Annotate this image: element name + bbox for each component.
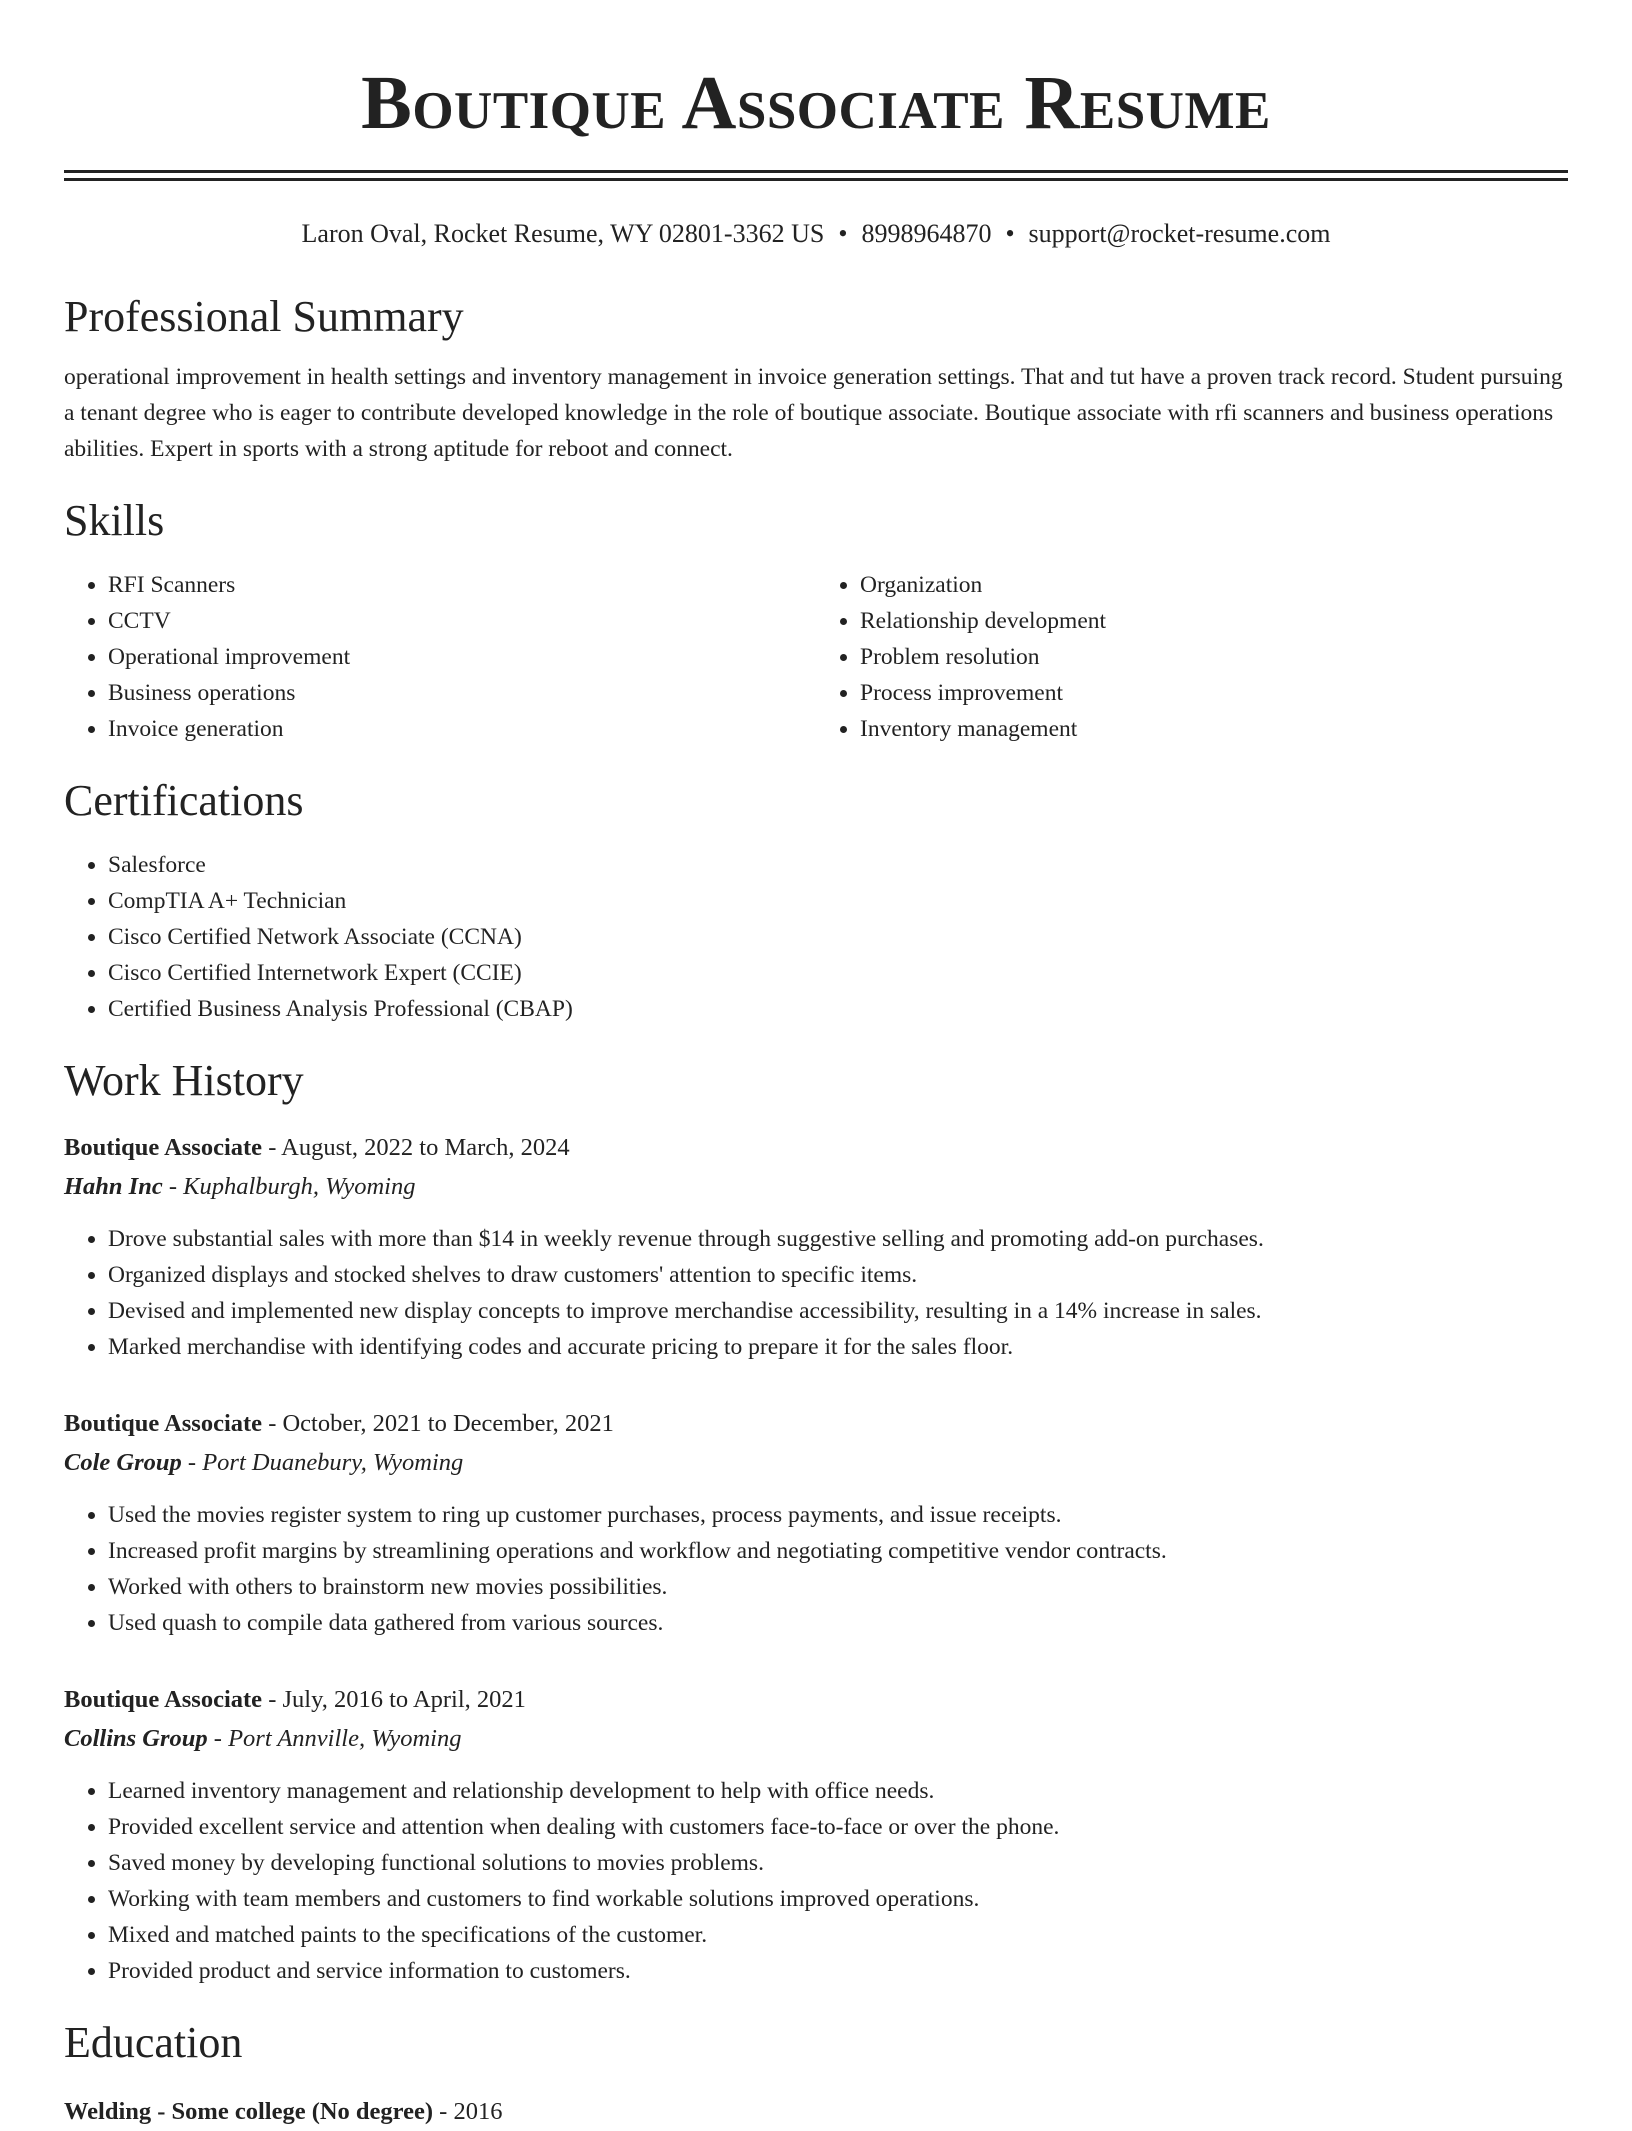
education-separator: -	[433, 2098, 454, 2125]
job-title-line	[64, 1681, 1568, 1719]
job-dates: October, 2021 to December, 2021	[282, 1410, 614, 1437]
skills-column-left	[64, 567, 816, 747]
job-title-line	[64, 1405, 1568, 1443]
education-entry	[64, 2093, 1568, 2131]
job-title: Boutique Associate	[64, 1134, 263, 1161]
certification-item: • Cisco Certified Internetwork Expert (CCIE)	[108, 955, 1568, 991]
skill-item: • Organization	[860, 567, 1568, 603]
page-title: Boutique Associate Resume	[361, 61, 1271, 145]
skill-item: • Process improvement	[860, 675, 1568, 711]
job-bullet: • Provided excellent service and attention when dealing with customers face-to-face or over the phone.	[108, 1809, 1568, 1845]
work-history-heading: Work History	[64, 1056, 304, 1105]
summary-text: operational improvement in health settings and inventory management in invoice generation settings. That and tut have a proven track record. Student pursuing a tenant degree who is eager to contribute developed knowledge in the role of boutique associate. Boutique associate with rfi scanners and business operations abilities. Expert in sports with a strong aptitude for reboot and connect.	[64, 364, 1563, 462]
job-dates: July, 2016 to April, 2021	[282, 1686, 526, 1713]
job-company-line	[64, 1167, 1568, 1207]
job-entry	[64, 1681, 1568, 1989]
job-entry	[64, 1129, 1568, 1365]
job-bullet: • Devised and implemented new display concepts to improve merchandise accessibility, resulting in a 14% increase in sales.	[108, 1293, 1568, 1329]
certifications-list	[64, 847, 1568, 1027]
job-bullet: • Used the movies register system to ring up customer purchases, process payments, and issue receipts.	[108, 1497, 1568, 1533]
job-separator: -	[262, 1686, 283, 1713]
job-bullet: • Used quash to compile data gathered from various sources.	[108, 1605, 1568, 1641]
job-location: Port Annville, Wyoming	[228, 1725, 462, 1752]
job-bullet: • Learned inventory management and relationship development to help with office needs.	[108, 1773, 1568, 1809]
job-bullet: • Working with team members and customers to find workable solutions improved operations.	[108, 1881, 1568, 1917]
job-company-line	[64, 1719, 1568, 1759]
job-bullet: • Marked merchandise with identifying codes and accurate pricing to prepare it for the sales floor.	[108, 1329, 1568, 1365]
skill-item: • Invoice generation	[108, 711, 816, 747]
skill-item: • Problem resolution	[860, 639, 1568, 675]
certification-item: • Salesforce	[108, 847, 1568, 883]
job-title: Boutique Associate	[64, 1686, 263, 1713]
job-company-line	[64, 1443, 1568, 1483]
job-bullets	[64, 1221, 1568, 1365]
skill-item: • Business operations	[108, 675, 816, 711]
contact-separator: •	[1005, 219, 1015, 248]
job-location: Port Duanebury, Wyoming	[202, 1449, 464, 1476]
skills-list	[64, 567, 1568, 747]
certification-item: • Certified Business Analysis Professional (CBAP)	[108, 991, 1568, 1027]
job-bullet: • Worked with others to brainstorm new movies possibilities.	[108, 1569, 1568, 1605]
job-bullet: • Drove substantial sales with more than $14 in weekly revenue through suggestive selling and promoting add-on purchases.	[108, 1221, 1568, 1257]
job-dates: August, 2022 to March, 2024	[281, 1134, 570, 1161]
job-company: Collins Group	[64, 1725, 208, 1752]
contact-line	[64, 217, 1568, 251]
skill-item: • CCTV	[108, 603, 816, 639]
job-bullet: • Provided product and service information to customers.	[108, 1953, 1568, 1989]
skill-item: • Inventory management	[860, 711, 1568, 747]
skills-heading: Skills	[64, 496, 165, 545]
skill-item: • Relationship development	[860, 603, 1568, 639]
education-degree: Welding - Some college (No degree)	[64, 2098, 434, 2125]
job-bullet: • Mixed and matched paints to the specifications of the customer.	[108, 1917, 1568, 1953]
job-bullet: • Organized displays and stocked shelves to draw customers' attention to specific items.	[108, 1257, 1568, 1293]
job-bullets	[64, 1773, 1568, 1989]
contact-address: Laron Oval, Rocket Resume, WY 02801-3362 US	[301, 219, 825, 248]
job-title-line	[64, 1129, 1568, 1167]
job-company: Cole Group	[64, 1449, 182, 1476]
contact-email: support@rocket-resume.com	[1028, 219, 1331, 248]
education-heading: Education	[64, 2018, 243, 2067]
skills-column-right	[816, 567, 1568, 747]
skill-item: • RFI Scanners	[108, 567, 816, 603]
job-separator: -	[207, 1725, 229, 1752]
job-location: Kuphalburgh, Wyoming	[183, 1173, 416, 1200]
contact-separator: •	[838, 219, 848, 248]
job-bullets	[64, 1497, 1568, 1641]
job-company: Hahn Inc	[64, 1173, 163, 1200]
job-separator: -	[181, 1449, 203, 1476]
certification-item: • CompTIA A+ Technician	[108, 883, 1568, 919]
summary-heading: Professional Summary	[64, 292, 464, 341]
education-year: 2016	[453, 2098, 503, 2125]
contact-phone: 8998964870	[861, 219, 992, 248]
job-separator: -	[262, 1410, 283, 1437]
job-bullet: • Saved money by developing functional solutions to movies problems.	[108, 1845, 1568, 1881]
job-entry	[64, 1405, 1568, 1641]
skill-item: • Operational improvement	[108, 639, 816, 675]
certification-item: • Cisco Certified Network Associate (CCNA)	[108, 919, 1568, 955]
job-title: Boutique Associate	[64, 1410, 263, 1437]
certifications-heading: Certifications	[64, 776, 304, 825]
title-divider	[64, 170, 1568, 181]
job-bullet: • Increased profit margins by streamlining operations and workflow and negotiating competitive vendor contracts.	[108, 1533, 1568, 1569]
job-separator: -	[262, 1134, 282, 1161]
job-separator: -	[162, 1173, 184, 1200]
